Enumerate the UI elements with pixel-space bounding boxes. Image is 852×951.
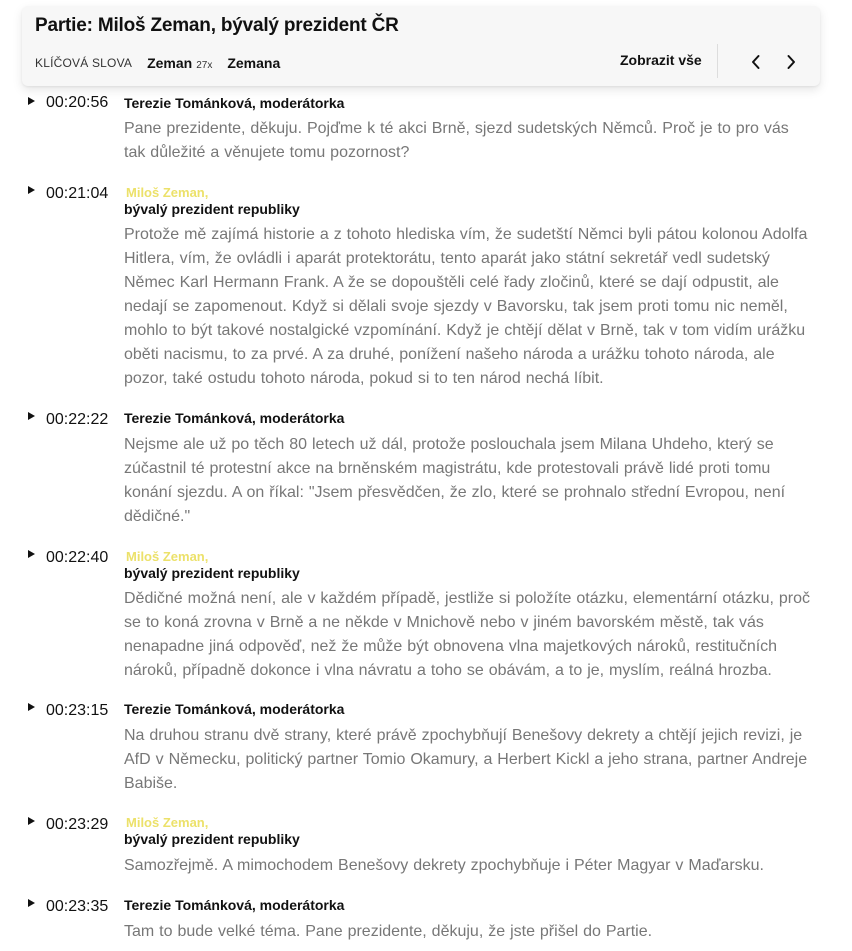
play-icon[interactable] xyxy=(28,817,38,827)
timestamp[interactable]: 00:23:35 xyxy=(46,898,109,915)
transcript-header xyxy=(22,6,820,86)
play-icon[interactable] xyxy=(28,412,38,422)
timestamp[interactable]: 00:23:15 xyxy=(46,702,109,719)
keywords-row xyxy=(35,53,295,73)
play-icon[interactable] xyxy=(28,899,38,909)
keyword-zemana[interactable] xyxy=(227,55,280,71)
next-button[interactable] xyxy=(779,50,803,74)
speaker-name: Terezie Tománková, moderátorka xyxy=(124,95,345,111)
speaker-name: Miloš Zeman, xyxy=(126,815,209,830)
speaker-name: Terezie Tománková, moderátorka xyxy=(124,897,345,913)
transcript-text: Nejsme ale už po těch 80 letech už dál, protože poslouchala jsem Milana Uhdeho, který se zúčastnil té protestní akce na brněnském magistrátu, kde protestovali právě lidé proti tomu konání sjezdu. A on říkal: "Jsem přesvědčen, že zlo, které se prohnalo střední Evropou, není dědičné." xyxy=(124,436,786,525)
speaker-role: bývalý prezident republiky xyxy=(124,201,300,217)
keyword-count: 27x xyxy=(196,60,213,71)
divider xyxy=(717,44,718,78)
transcript-text: Dědičné možná není, ale v každém případě, jestliže si položíte otázku, elementární otázku, proč se to koná zrovna v Brně a ne někde v Mnichově nebo v jiném bavorském městě, tak vás nenapadne jiná odpověď, než že může být obnovena vlna majetkových nároků, restitučních nároků, případně dokonce i vlna návratu a toho se obávám, a to je, myslím, reálná hrozba. xyxy=(124,590,810,679)
transcript-text: Samozřejmě. A mimochodem Benešovy dekrety zpochybňuje i Péter Magyar v Maďarsku. xyxy=(124,857,764,874)
timestamp[interactable]: 00:23:29 xyxy=(46,816,109,833)
prev-button[interactable] xyxy=(744,50,768,74)
chevron-left-icon xyxy=(750,54,762,70)
keyword-label: Zeman xyxy=(147,55,193,71)
keyword-label: Zemana xyxy=(227,55,281,71)
transcript-text: Pane prezidente, děkuju. Pojďme k té akci Brně, sjezd sudetských Němců. Proč je to pro vás tak důležité a věnujete tomu pozornost? xyxy=(124,120,789,161)
speaker-name: Miloš Zeman, xyxy=(126,185,209,200)
speaker-name: Miloš Zeman, xyxy=(126,549,209,564)
page-title: Partie: Miloš Zeman, bývalý prezident ČR xyxy=(35,15,399,36)
play-icon[interactable] xyxy=(28,97,38,107)
transcript-text: Tam to bude velké téma. Pane prezidente, děkuju, že jste přišel do Partie. xyxy=(124,923,653,940)
keywords-label: KLÍČOVÁ SLOVA xyxy=(35,56,133,70)
keyword-zeman[interactable] xyxy=(147,55,212,71)
chevron-right-icon xyxy=(785,54,797,70)
transcript-text: Na druhou stranu dvě strany, které právě zpochybňují Benešovy dekrety a chtějí jejich revizi, je AfD v Německu, politický partner Tomio Okamury, a Herbert Kickl a jeho strana, partner Andreje Babiše. xyxy=(124,727,808,792)
timestamp[interactable]: 00:20:56 xyxy=(46,94,109,111)
timestamp[interactable]: 00:22:22 xyxy=(46,411,109,428)
play-icon[interactable] xyxy=(28,703,38,713)
play-icon[interactable] xyxy=(28,550,38,560)
speaker-name: Terezie Tománková, moderátorka xyxy=(124,410,345,426)
show-all-button[interactable]: Zobrazit vše xyxy=(620,52,702,68)
speaker-role: bývalý prezident republiky xyxy=(124,831,300,847)
transcript-text: Protože mě zajímá historie a z tohoto hlediska vím, že sudetští Němci byli pátou kolonou Adolfa Hitlera, vím, že ovládli i aparát protektorátu, tento aparát jako státní sekretář vedl sudetský Němec Karl Hermann Frank. A že se dopouštěli celé řady zločinů, které se dají odpustit, ale nedají se zapomenout. Když si dělali svoje sjezdy v Bavorsku, tak jsem proti tomu nic neměl, mohlo to být takové nostalgické vzpomínání. Když je chtějí dělat v Brně, tak v tom vidím urážku oběti nacismu, to za prvé. A za druhé, ponížení našeho národa a urážku tohoto národa, ale pozor, také ostudu tohoto národa, pokud si to ten národ nechá líbit. xyxy=(124,226,808,387)
speaker-name: Terezie Tománková, moderátorka xyxy=(124,701,345,717)
play-icon[interactable] xyxy=(28,186,38,196)
timestamp[interactable]: 00:21:04 xyxy=(46,185,109,202)
timestamp[interactable]: 00:22:40 xyxy=(46,549,109,566)
speaker-role: bývalý prezident republiky xyxy=(124,565,300,581)
